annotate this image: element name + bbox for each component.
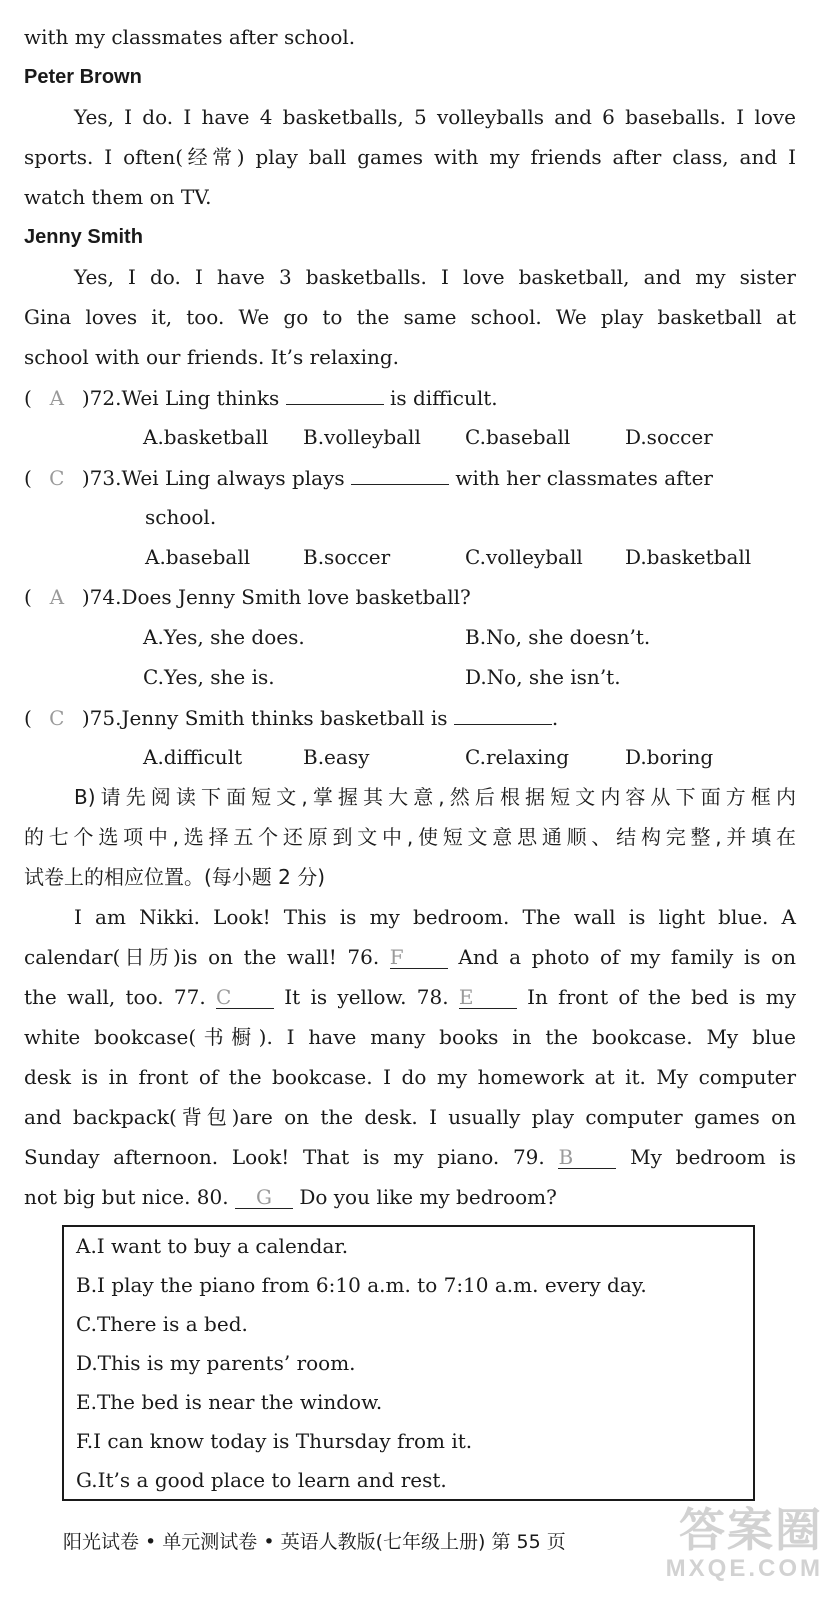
- blank-78: E: [459, 986, 517, 1009]
- question-number: 72.: [89, 386, 122, 410]
- option: A.Yes, she does.: [143, 625, 305, 649]
- option: D.boring: [625, 745, 714, 769]
- option: B.soccer: [303, 545, 391, 569]
- question-stem-end: is difficult.: [389, 386, 498, 410]
- blank-79: B: [558, 1146, 616, 1169]
- option: D.basketball: [625, 545, 752, 569]
- question-stem: Does Jenny Smith love basketball?: [121, 585, 471, 609]
- box-option: A.I want to buy a calendar.: [76, 1234, 349, 1258]
- option: D.soccer: [625, 425, 713, 449]
- blank-80: G: [235, 1186, 293, 1209]
- page-footer: 阳光试卷 • 单元测试卷 • 英语人教版(七年级上册) 第 55 页: [63, 1531, 566, 1553]
- box-option: E.The bed is near the window.: [76, 1390, 383, 1414]
- passage-line: desk is in front of the bookcase. I do my homework at it. My computer: [24, 1065, 796, 1089]
- answer-mark: A: [49, 386, 65, 410]
- question-75: [24, 702, 796, 732]
- bracket-open: (: [24, 706, 32, 730]
- section-b-instructions: 试卷上的相应位置。(每小题 2 分): [24, 865, 326, 889]
- box-option: C.There is a bed.: [76, 1312, 248, 1336]
- speaker-line: sports. I often(经常) play ball games with my friends after class, and I: [24, 145, 796, 169]
- option: C.baseball: [465, 425, 571, 449]
- question-number: 75.: [89, 706, 122, 730]
- passage-text: not big but nice. 80.: [24, 1185, 229, 1209]
- option: A.difficult: [143, 745, 243, 769]
- speaker-line: Yes, I do. I have 4 basketballs, 5 volleyballs and 6 baseballs. I love: [74, 105, 796, 129]
- answer-mark: A: [49, 585, 65, 609]
- option: C.relaxing: [465, 745, 570, 769]
- passage-text: In front of the bed is my: [527, 985, 797, 1009]
- speaker-name: Peter Brown: [24, 66, 142, 88]
- bracket-open: (: [24, 466, 32, 490]
- passage-line: I am Nikki. Look! This is my bedroom. The wall is light blue. A: [74, 905, 796, 929]
- bracket-close: ): [81, 585, 90, 609]
- question-stem-continued: school.: [145, 505, 217, 529]
- question-stem-end: with her classmates after: [455, 466, 713, 490]
- option: D.No, she isn’t.: [465, 665, 621, 689]
- question-73: [24, 462, 796, 492]
- question-stem-end: .: [551, 706, 559, 730]
- watermark-url: MXQE.COM: [665, 1555, 823, 1582]
- passage-text: Sunday afternoon. Look! That is my piano. 79.: [24, 1145, 545, 1169]
- passage-text: Do you like my bedroom?: [299, 1185, 557, 1209]
- passage-line: [24, 982, 796, 1012]
- bracket-close: ): [81, 706, 90, 730]
- bracket-close: ): [81, 386, 90, 410]
- passage-line: [24, 942, 796, 972]
- box-option: D.This is my parents’ room.: [76, 1351, 356, 1375]
- watermark-text: 答案圈: [679, 1504, 823, 1556]
- section-b-instructions: 的七个选项中,选择五个还原到文中,使短文意思通顺、结构完整,并填在: [24, 825, 796, 849]
- box-option: B.I play the piano from 6:10 a.m. to 7:10 a.m. every day.: [76, 1273, 647, 1297]
- speaker-line: school with our friends. It’s relaxing.: [24, 345, 400, 369]
- option: B.volleyball: [303, 425, 421, 449]
- blank-76: F: [390, 946, 448, 969]
- passage-text: the wall, too. 77.: [24, 985, 206, 1009]
- passage-line: [24, 1182, 796, 1212]
- question-72: [24, 382, 796, 412]
- box-option: G.It’s a good place to learn and rest.: [76, 1468, 447, 1492]
- option: A.baseball: [145, 545, 251, 569]
- answer-blank: [286, 382, 384, 405]
- question-74: [24, 582, 796, 612]
- option: C.volleyball: [465, 545, 583, 569]
- question-stem: Wei Ling always plays: [121, 466, 345, 490]
- speaker-line: watch them on TV.: [24, 185, 212, 209]
- question-number: 73.: [89, 466, 122, 490]
- passage-text: And a photo of my family is on: [458, 945, 797, 969]
- bracket-close: ): [81, 466, 90, 490]
- question-stem: Jenny Smith thinks basketball is: [121, 706, 448, 730]
- speaker-name: Jenny Smith: [24, 226, 143, 248]
- option: B.No, she doesn’t.: [465, 625, 651, 649]
- option: C.Yes, she is.: [143, 665, 275, 689]
- answer-blank: [351, 462, 449, 485]
- bracket-open: (: [24, 386, 32, 410]
- options-box: [62, 1225, 755, 1501]
- passage-line: [24, 1142, 796, 1172]
- question-number: 74.: [89, 585, 122, 609]
- watermark-logo: [666, 1505, 823, 1583]
- option: A.basketball: [143, 425, 269, 449]
- section-b-instructions: B)请先阅读下面短文,掌握其大意,然后根据短文内容从下面方框内: [74, 785, 796, 809]
- passage-text: My bedroom is: [630, 1145, 797, 1169]
- answer-mark: C: [49, 466, 65, 490]
- option: B.easy: [303, 745, 370, 769]
- passage-a-tail: with my classmates after school.: [24, 25, 356, 49]
- passage-line: white bookcase(书橱). I have many books in the bookcase. My blue: [24, 1025, 796, 1049]
- blank-77: C: [216, 986, 274, 1009]
- answer-blank: [454, 702, 552, 725]
- answer-mark: C: [49, 706, 65, 730]
- passage-line: and backpack(背包)are on the desk. I usually play computer games on: [24, 1105, 796, 1129]
- bracket-open: (: [24, 585, 32, 609]
- question-stem: Wei Ling thinks: [121, 386, 280, 410]
- speaker-line: Gina loves it, too. We go to the same school. We play basketball at: [24, 305, 796, 329]
- passage-text: calendar(日历)is on the wall! 76.: [24, 945, 380, 969]
- box-option: F.I can know today is Thursday from it.: [76, 1429, 473, 1453]
- passage-text: It is yellow. 78.: [284, 985, 449, 1009]
- speaker-line: Yes, I do. I have 3 basketballs. I love basketball, and my sister: [74, 265, 796, 289]
